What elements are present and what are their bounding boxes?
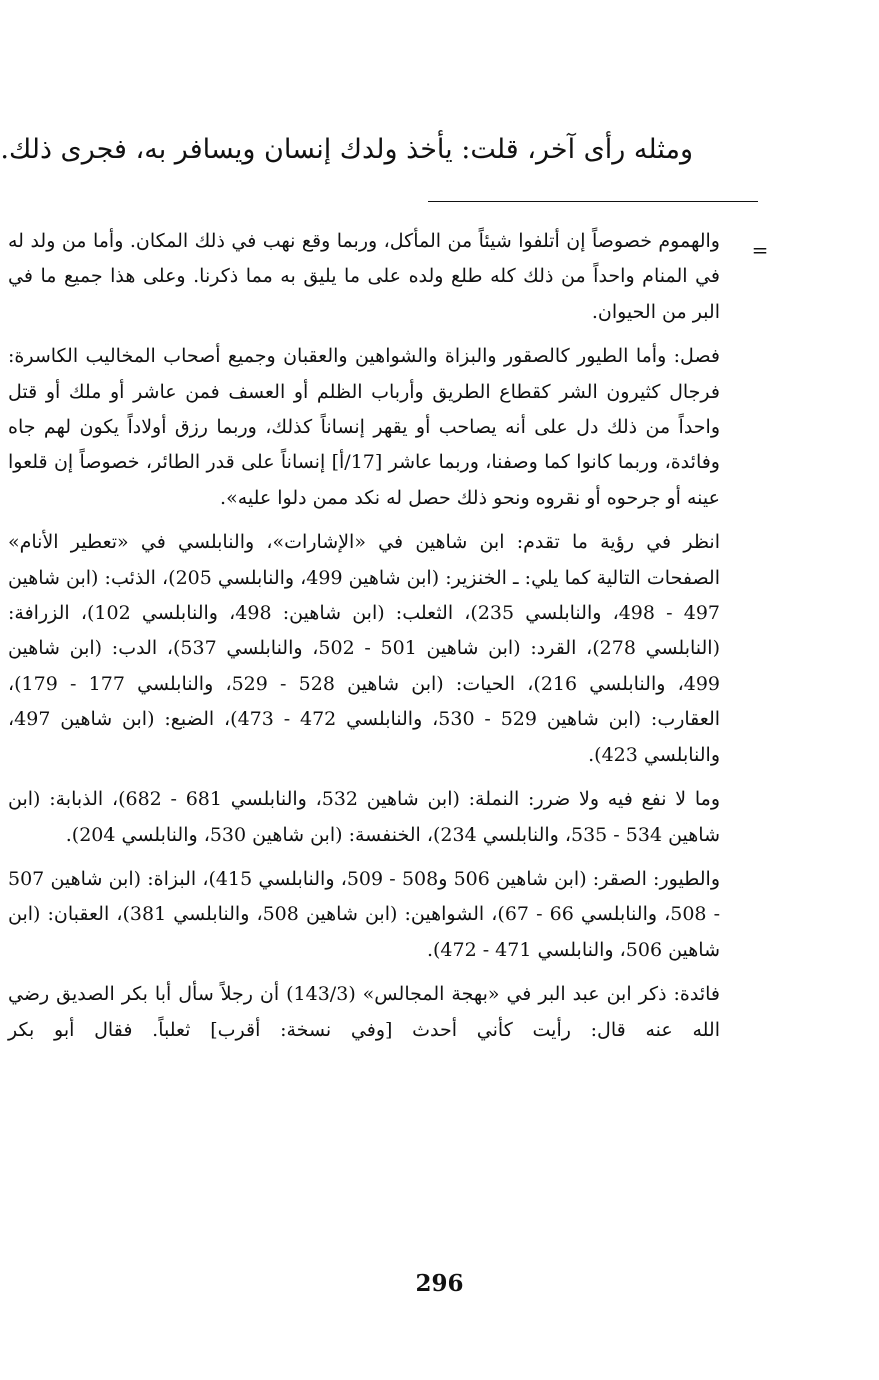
footnote-separator [428,201,758,202]
continuation-marker: = [751,238,769,262]
footnote-paragraph: والهموم خصوصاً إن أتلفوا شيئاً من المأكل، وربما وقع نهب في ذلك المكان. وأما من ولد له في المنام واحداً من ذلك كله طلع ولده على ما يليق به مما ذكرنا. وعلى هذا جميع ما في البر من الحيوان. [8,230,720,323]
footnote-paragraph: فائدة: ذكر ابن عبد البر في «بهجة المجالس» (143/3) أن رجلاً سأل أبا بكر الصديق رضي الله عنه قال: رأيت كأني أحدث [وفي نسخة: أقرب] ثعلباً. فقال أبو بكر [8,983,721,1041]
footnotes-block [8,224,720,1048]
page-number: 296 [415,1270,464,1297]
footnote-paragraph: فصل: وأما الطيور كالصقور والبزاة والشواهين والعقبان وجميع أصحاب المخاليب الكاسرة: فرجال كثيرون الشر كقطاع الطريق وأرباب الظلم أو العسف فمن عاشر أو ملك أو قتل واحداً من ذلك دل على أنه يصاحب أو يقهر إنساناً كذلك، وربما رزق أولاداً يكون لهم جاه وفائدة، وربما كانوا كما وصفنا، وربما عاشر [17/أ] إنساناً على قدر الطائر، خصوصاً إن قلعوا عينه أو جرحوه أو نقروه ونحو ذلك حصل له نكد ممن دلوا عليه». [8,345,720,509]
footnote-paragraph: وما لا نفع فيه ولا ضرر: النملة: (ابن شاهين 532، والنابلسي 681 - 682)، الذبابة: (ابن شاهين 534 - 535، والنابلسي 234)، الخنفسة: (ابن شاهين 530، والنابلسي 204). [8,788,721,846]
main-text-line: ومثله رأى آخر، قلت: يأخذ ولدك إنسان ويسافر به، فجرى ذلك. [0,134,693,165]
footnote-paragraph: والطيور: الصقر: (ابن شاهين 506 و508 - 509، والنابلسي 415)، البزاة: (ابن شاهين 507 - 508، والنابلسي 66 - 67)، الشواهين: (ابن شاهين 508، والنابلسي 381)، العقبان: (ابن شاهين 506، والنابلسي 471 - 472). [8,867,721,961]
footnote-paragraph: انظر في رؤية ما تقدم: ابن شاهين في «الإشارات»، والنابلسي في «تعطير الأنام» الصفحات التالية كما يلي: ـ الخنزير: (ابن شاهين 499، والنابلسي 205)، الذئب: (ابن شاهين 497 - 498، والنابلسي 235)، الثعلب: (ابن شاهين: 498، والنابلسي 102)، الزرافة: (النابلسي 278)، القرد: (ابن شاهين 501 - 502، والنابلسي 537)، الدب: (ابن شاهين 499، والنابلسي 216)، الحيات: (ابن شاهين 528 - 529، والنابلسي 177 - 179)، العقارب: (ابن شاهين 529 - 530، والنابلسي 472 - 473)، الضبع: (ابن شاهين 497، والنابلسي 423). [8,531,721,766]
